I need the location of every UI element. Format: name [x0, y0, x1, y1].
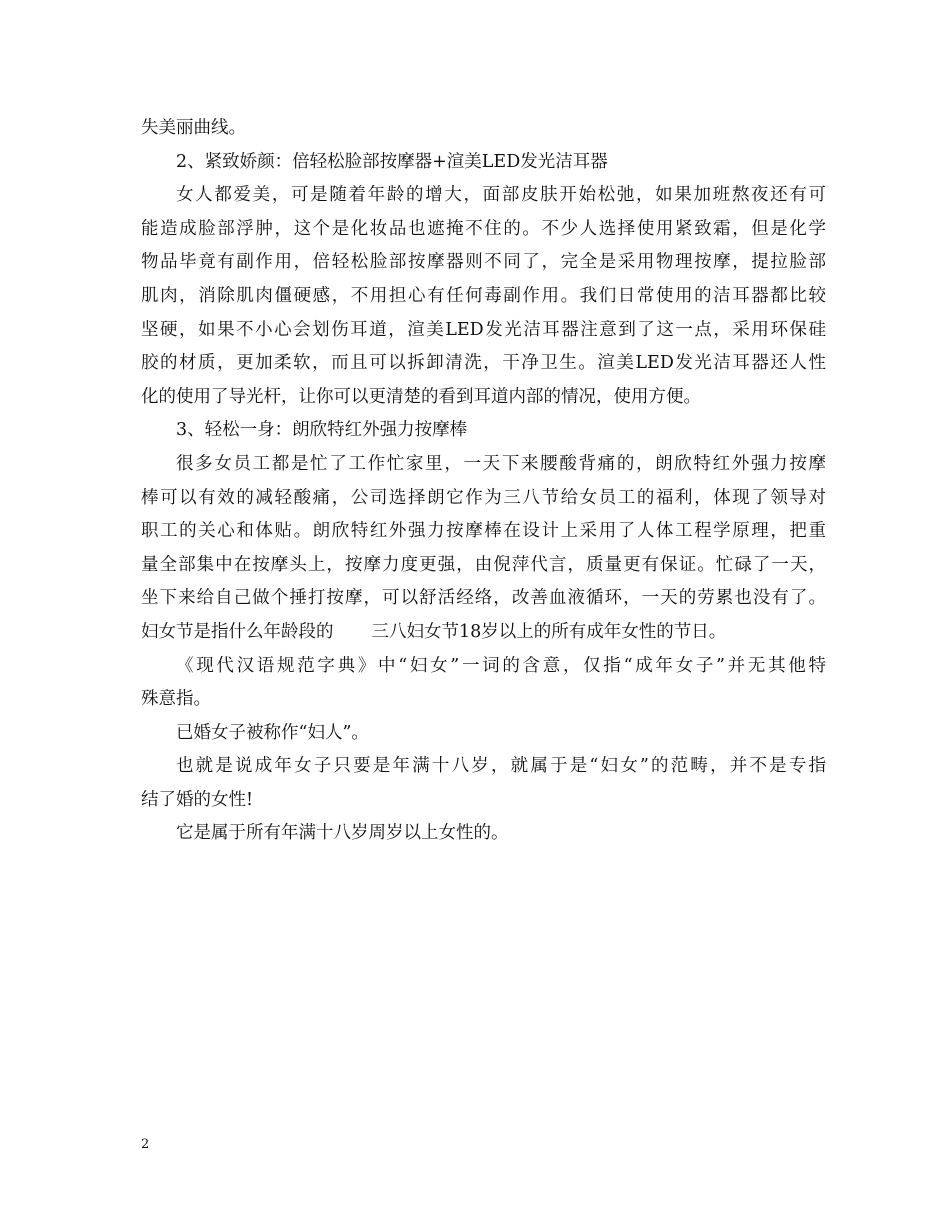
paragraph-line: 也就是说成年女子只要是年满十八岁，就属于是“妇女”的范畴，并不是专指 — [176, 756, 826, 777]
paragraph-line: 《现代汉语规范字典》中“妇女”一词的含意，仅指“成年女子”并无其他特 — [176, 655, 826, 676]
section-heading-3: 3、轻松一身：朗欣特红外强力按摩棒 — [176, 420, 468, 441]
paragraph-line: 坐下来给自己做个捶打按摩，可以舒活经络，改善血液循环，一天的劳累也没有了。 — [141, 588, 826, 609]
paragraph-line: 棒可以有效的减轻酸痛，公司选择朗它作为三八节给女员工的福利，体现了领导对 — [141, 487, 826, 508]
paragraph-line: 它是属于所有年满十八岁周岁以上女性的。 — [176, 823, 509, 844]
paragraph-line: 已婚女子被称作“妇人”。 — [176, 722, 369, 743]
paragraph-line: 失美丽曲线。 — [141, 118, 246, 138]
paragraph-line: 职工的关心和体贴。朗欣特红外强力按摩棒在设计上采用了人体工程学原理，把重 — [141, 521, 826, 542]
section-heading-2: 2、紧致娇颜：倍轻松脸部按摩器+渲美LED发光洁耳器 — [176, 151, 608, 172]
paragraph-line: 很多女员工都是忙了工作忙家里，一天下来腰酸背痛的，朗欣特红外强力按摩 — [176, 453, 826, 474]
question-title: 妇女节是指什么年龄段的 — [141, 621, 334, 642]
answer-text: 三八妇女节18岁以上的所有成年女性的节日。 — [371, 621, 727, 642]
paragraph-line: 殊意指。 — [141, 689, 211, 710]
paragraph-line: 物品毕竟有副作用，倍轻松脸部按摩器则不同了，完全是采用物理按摩，提拉脸部 — [141, 252, 826, 273]
paragraph-line: 肌肉，消除肌肉僵硬感，不用担心有任何毒副作用。我们日常使用的洁耳器都比较 — [141, 285, 826, 306]
paragraph-line: 化的使用了导光杆，让你可以更清楚的看到耳道内部的情况，使用方便。 — [141, 386, 701, 407]
paragraph-line: 量全部集中在按摩头上，按摩力度更强，由倪萍代言，质量更有保证。忙碌了一天， — [141, 554, 826, 575]
paragraph-line: 能造成脸部浮肿，这个是化妆品也遮掩不住的。不少人选择使用紧致霜，但是化学 — [141, 218, 826, 239]
paragraph-line: 女人都爱美，可是随着年龄的增大，面部皮肤开始松弛，如果加班熬夜还有可 — [176, 185, 826, 206]
document-body — [141, 112, 826, 851]
paragraph-line: 坚硬，如果不小心会划伤耳道，渲美LED发光洁耳器注意到了这一点，采用环保硅 — [141, 319, 826, 340]
paragraph-line: 结了婚的女性! — [141, 789, 254, 810]
paragraph-line: 胶的材质，更加柔软，而且可以拆卸清洗，干净卫生。渲美LED发光洁耳器还人性 — [141, 353, 826, 374]
question-line — [141, 616, 826, 650]
page-number: 2 — [141, 1137, 150, 1152]
